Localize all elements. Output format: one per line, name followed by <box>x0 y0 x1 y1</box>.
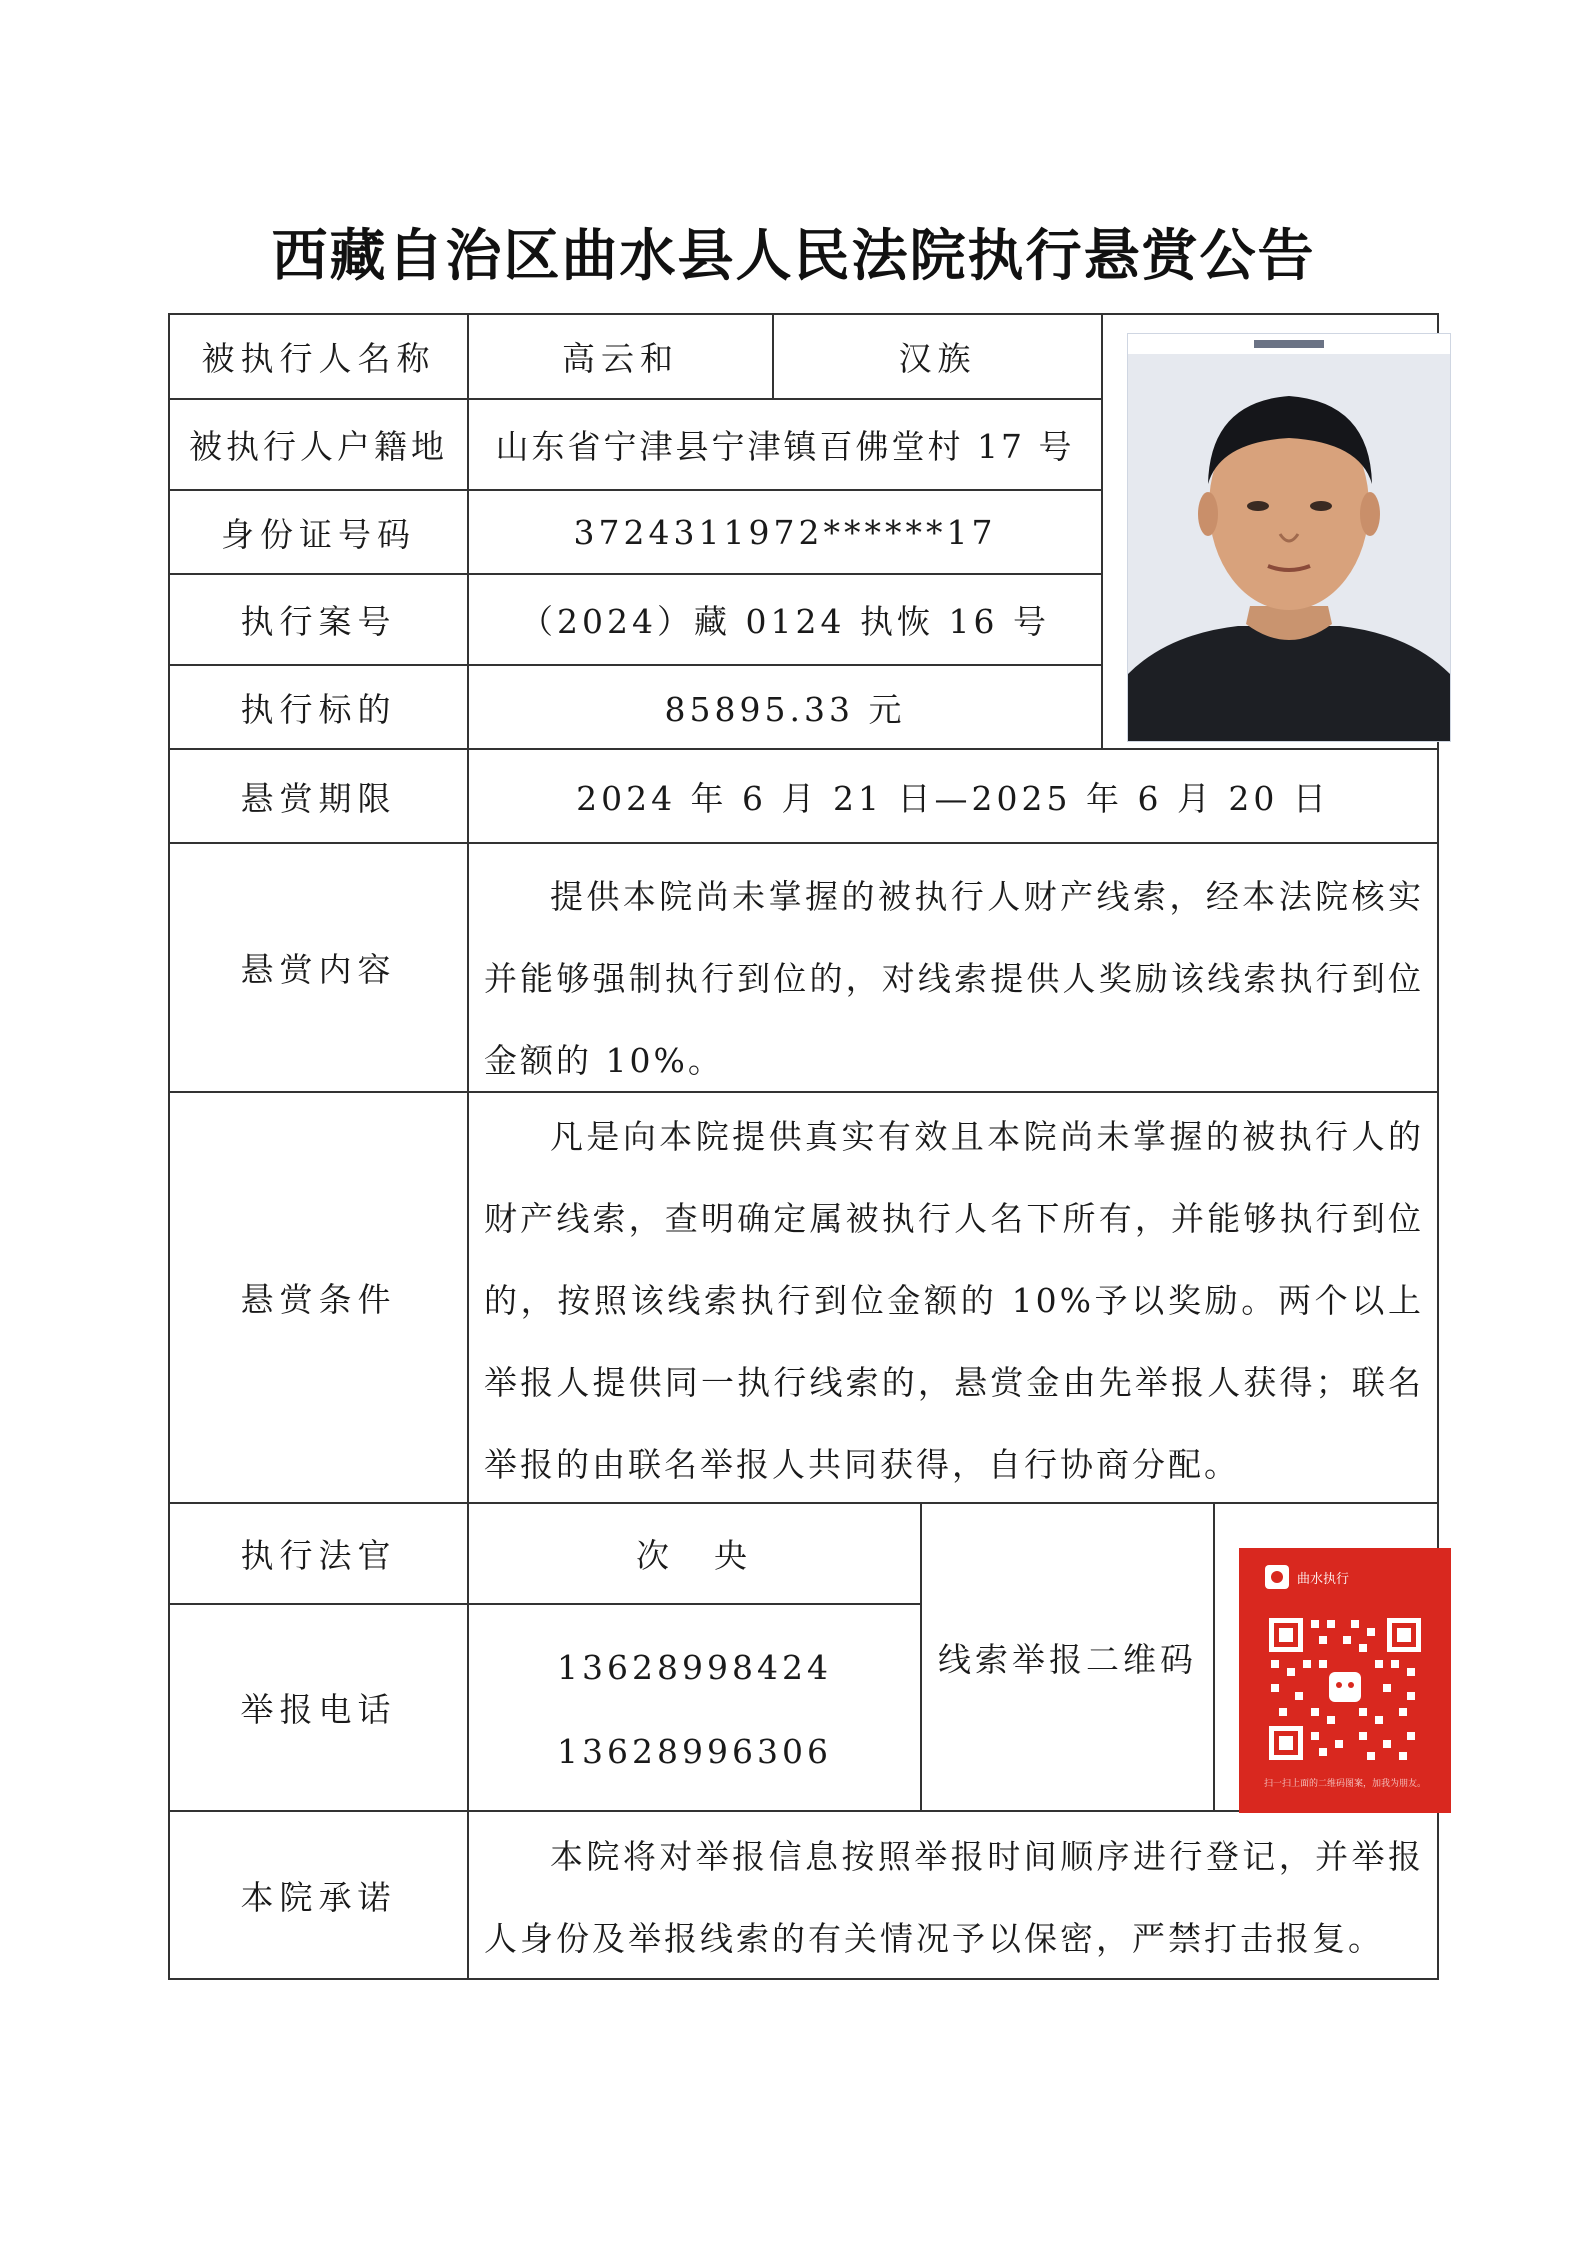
case-number-label: 执行案号 <box>240 602 397 641</box>
period-label: 悬赏期限 <box>240 778 397 818</box>
promise-text: 本院将对举报信息按照举报时间顺序进行登记，并举报人身份及举报线索的有关情况予以保密，严禁打击报复。 <box>484 1837 1424 1958</box>
defendant-photo <box>1127 333 1451 742</box>
phone-number-1: 13628998424 <box>557 1647 832 1687</box>
id-number-label: 身份证号码 <box>221 514 416 554</box>
id-number-value: 3724311972******17 <box>573 512 997 552</box>
phone-label: 举报电话 <box>240 1690 397 1729</box>
page-title: 西藏自治区曲水县人民法院执行悬赏公告 <box>271 224 1316 289</box>
reward-content-text: 提供本院尚未掌握的被执行人财产线索，经本法院核实并能够强制执行到位的，对线索提供人奖励该线索执行到位金额的 10%。 <box>484 877 1424 1080</box>
court-logo-icon <box>1265 1565 1289 1589</box>
report-qr-card <box>1239 1548 1451 1813</box>
qr-caption: 扫一扫上面的二维码图案，加我为朋友。 <box>1263 1779 1426 1789</box>
qr-code-icon <box>1265 1614 1425 1764</box>
domicile-label: 被执行人户籍地 <box>189 427 448 466</box>
reward-conditions-text: 凡是向本院提供真实有效且本院尚未掌握的被执行人的财产线索，查明确定属被执行人名下所有，并能够执行到位的，按照该线索执行到位金额的 10%予以奖励。两个以上举报人提供同一执行线索的，悬赏金由先举报人获得；联名举报的由联名举报人共同获得，自行协商分配。 <box>484 1117 1424 1484</box>
reward-content-label: 悬赏内容 <box>240 950 397 989</box>
domicile-value: 山东省宁津县宁津镇百佛堂村 17 号 <box>495 427 1075 466</box>
qr-label: 线索举报二维码 <box>938 1639 1197 1679</box>
name-value: 高云和 <box>562 339 679 378</box>
qr-header <box>1239 1548 1451 1606</box>
ethnicity-value: 汉族 <box>898 339 977 378</box>
amount-value: 85895.33 元 <box>664 689 906 729</box>
reward-conditions-label: 悬赏条件 <box>240 1280 397 1319</box>
period-value: 2024 年 6 月 21 日—2025 年 6 月 20 日 <box>576 778 1330 818</box>
judge-label: 执行法官 <box>240 1536 397 1575</box>
amount-label: 执行标的 <box>240 689 397 729</box>
name-label: 被执行人名称 <box>201 339 436 378</box>
judge-value: 次 央 <box>636 1536 753 1575</box>
person-portrait <box>1128 334 1450 741</box>
promise-label: 本院承诺 <box>240 1877 397 1917</box>
qr-app-name: 曲水执行 <box>1297 1571 1350 1587</box>
case-number-value: （2024）藏 0124 执恢 16 号 <box>520 602 1050 641</box>
phone-number-2: 13628996306 <box>557 1731 832 1771</box>
